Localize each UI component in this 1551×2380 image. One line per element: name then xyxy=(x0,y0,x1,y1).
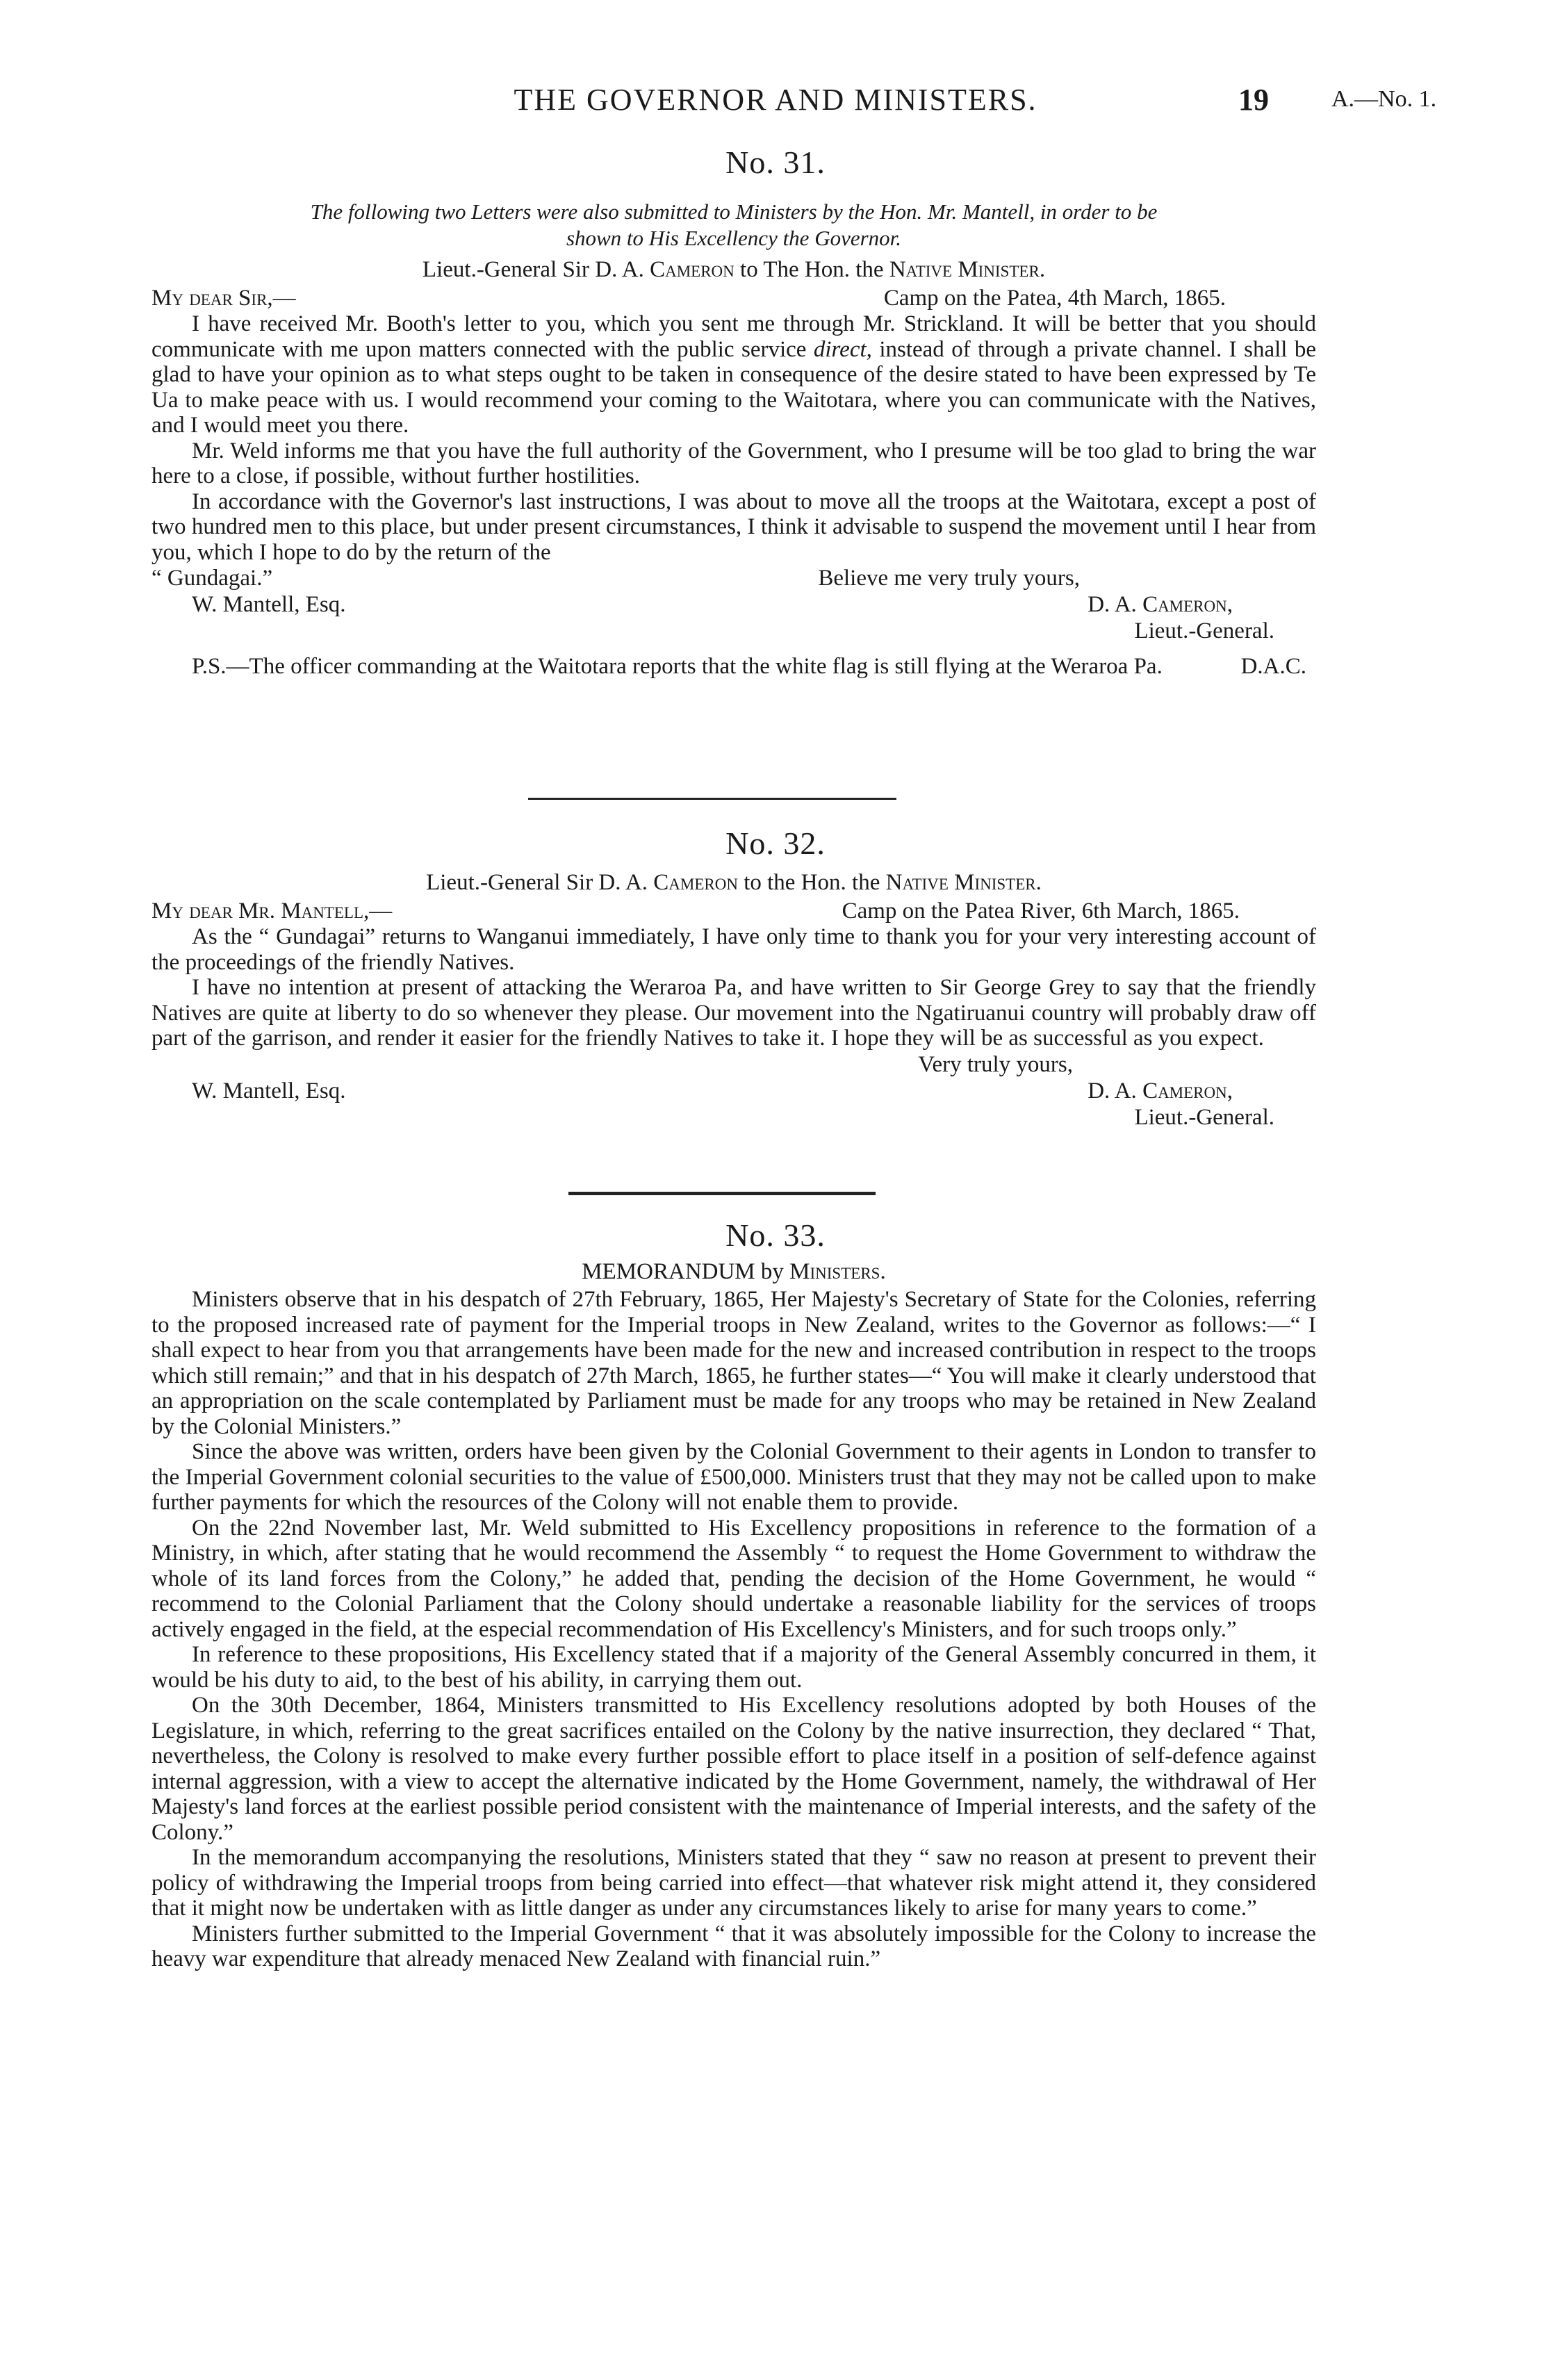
letter-31-intro xyxy=(151,199,1316,252)
memo-33-para-7: Ministers further submitted to the Imperial Government “ that it was absolutely impossible for the Colony to increase the heavy war expenditure that already menaced New Zealand with financial ruin.” xyxy=(151,1921,1316,1971)
letter-31-para-1: I have received Mr. Booth's letter to you, which you sent me through Mr. Strickland. It will be better that you should communicate with me upon matters connected with the public service direct, instead of through a private channel. I shall be glad to have your opinion as to what steps ought to be taken in consequence of the desire stated to have been expressed by Te Ua to make peace with us. I would recommend your coming to the Waitotara, where you can communicate with the Natives, and I would meet you there. xyxy=(151,311,1317,438)
closing: Very truly yours, xyxy=(918,1051,1073,1077)
memo-33-para-4: In reference to these propositions, His Excellency stated that if a majority of the General Assembly concurred in them, it would be his duty to aid, to the best of his ability, in carrying them out. xyxy=(151,1642,1316,1693)
memo-33-para-3: On the 22nd November last, Mr. Weld submitted to His Excellency propositions in reference to the formation of a Ministry, in which, after stating that he would recommend the Assembly “ to request the Home Government to withdraw the whole of its land forces from the Colony,” he added that, pending the decision of the Home Government, he would “ recommend to the Colonial Parliament that the Colony should undertake a reasonable liability for the services of troops actively engaged in the field, at the especial recommendation of His Excellency's Ministers, and for such troops only.” xyxy=(151,1515,1316,1642)
memo-33-heading: No. 33. xyxy=(725,1217,826,1253)
letter-32-heading-block xyxy=(0,824,1551,863)
letter-31-closing-row xyxy=(151,565,1316,591)
closing: Believe me very truly yours, xyxy=(818,566,1080,591)
letter-31-postscript: P.S.—The officer commanding at the Waitotara reports that the white flag is still flying at the Weraroa Pa. xyxy=(192,654,1163,679)
intro-line-1: The following two Letters were also submitted to Ministers by the Hon. Mr. Mantell, in order to be xyxy=(310,199,1158,224)
postscript-initials: D.A.C. xyxy=(1240,653,1306,679)
signature-name: D. A. Cameron, xyxy=(1088,1078,1233,1103)
addressee: W. Mantell, Esq. xyxy=(192,1078,346,1103)
signature-name: D. A. Cameron, xyxy=(1088,592,1233,617)
letter-31-signature-row xyxy=(151,591,1316,618)
letter-32-signature-row xyxy=(151,1078,1316,1104)
letter-32 xyxy=(151,867,1316,1131)
running-header xyxy=(0,82,1551,131)
place-date: Camp on the Patea, 4th March, 1865. xyxy=(883,286,1226,311)
place-date: Camp on the Patea River, 6th March, 1865. xyxy=(842,898,1240,924)
intro-line-2: shown to His Excellency the Governor. xyxy=(566,226,902,250)
letter-32-salutation-row xyxy=(151,898,1316,924)
letter-32-heading: No. 32. xyxy=(725,826,826,861)
letter-31-heading-block xyxy=(0,143,1551,182)
letter-31-para-2: Mr. Weld informs me that you have the full authority of the Government, who I presume will be too glad to bring the war here to a close, if possible, without further hostilities. xyxy=(151,438,1316,489)
letter-31-salutation-row xyxy=(151,285,1316,311)
memo-33-para-5: On the 30th December, 1864, Ministers transmitted to His Excellency resolutions adopted by both Houses of the Legislature, in which, referring to the great sacrifices entailed on the Colony by the native insurrection, they declared “ That, nevertheless, the Colony is resolved to make every further possible effort to place itself in a position of self-defence against internal aggression, with a view to accept the alternative indicated by the Home Government, namely, the withdrawal of Her Majesty's land forces at the earliest possible period consistent with the maintenance of Imperial interests, and the safety of the Colony.” xyxy=(151,1693,1316,1845)
letter-31-from-to: Lieut.-General Sir D. A. Cameron to The Hon. the Native Minister. xyxy=(422,257,1046,282)
para-3-end: “ Gundagai.” xyxy=(151,566,273,591)
memo-33-para-2: Since the above was written, orders have been given by the Colonial Government to their agents in London to transfer to the Imperial Government colonial securities to the value of £500,000. Ministers trust that they may not be called upon to make further payments for which the resources of the Colony will not enable them to provide. xyxy=(151,1439,1316,1515)
letter-32-para-1: As the “ Gundagai” returns to Wanganui immediately, I have only time to thank you for your very interesting account of the proceedings of the friendly Natives. xyxy=(151,924,1316,975)
signature-rank: Lieut.-General. xyxy=(1134,618,1274,643)
memo-33-heading-block xyxy=(0,1216,1551,1255)
section-divider xyxy=(528,798,896,800)
letter-31-heading: No. 31. xyxy=(725,145,826,180)
memo-33 xyxy=(151,1256,1316,1972)
letter-31-para-3: In accordance with the Governor's last instructions, I was about to move all the troops at the Waitotara, except a post of two hundred men to this place, but under present circumstances, I think it advisable to suspend the movement until I hear from you, which I hope to do by the return of the xyxy=(151,489,1316,565)
section-divider xyxy=(568,1192,876,1195)
header-title: THE GOVERNOR AND MINISTERS. xyxy=(514,83,1037,117)
letter-32-para-2: I have no intention at present of attacking the Weraroa Pa, and have written to Sir George Grey to say that the friendly Natives are quite at liberty to do so whenever they please. Our movement into the Ngatiruanui country will probably draw off part of the garrison, and render it easier for the friendly Natives to take it. I hope they will be as successful as you expect. xyxy=(151,975,1316,1051)
addressee: W. Mantell, Esq. xyxy=(192,592,346,617)
letter-31 xyxy=(151,199,1316,680)
salutation: My dear Sir,— xyxy=(151,286,296,311)
signature-rank: Lieut.-General. xyxy=(1134,1104,1274,1130)
memo-33-para-6: In the memorandum accompanying the resolutions, Ministers stated that they “ saw no reason at present to prevent their policy of withdrawing the Imperial troops from being carried into effect—that whatever risk might attend it, they considered that it might now be undertaken with as little danger as under any circumstances likely to arise for many years to come.” xyxy=(151,1845,1316,1921)
document-reference: A.—No. 1. xyxy=(1331,86,1437,112)
memo-33-subheading: MEMORANDUM by Ministers. xyxy=(582,1259,886,1284)
memo-33-para-1: Ministers observe that in his despatch of 27th February, 1865, Her Majesty's Secretary of State for the Colonies, referring to the proposed increased rate of payment for the Imperial troops in New Zealand, writes to the Governor as follows:—“ I shall expect to hear from you that arrangements have been made for the new and increased contribution in respect to the troops which still remain;” and that in his despatch of 27th March, 1865, he further states—“ You will make it clearly understood that an appropriation on the scale contemplated by Parliament must be made for any troops who may be retained in New Zealand by the Colonial Ministers.” xyxy=(151,1287,1316,1439)
letter-32-from-to: Lieut.-General Sir D. A. Cameron to the Hon. the Native Minister. xyxy=(426,870,1042,895)
page-number: 19 xyxy=(1238,83,1269,117)
salutation: My dear Mr. Mantell,— xyxy=(151,898,393,924)
